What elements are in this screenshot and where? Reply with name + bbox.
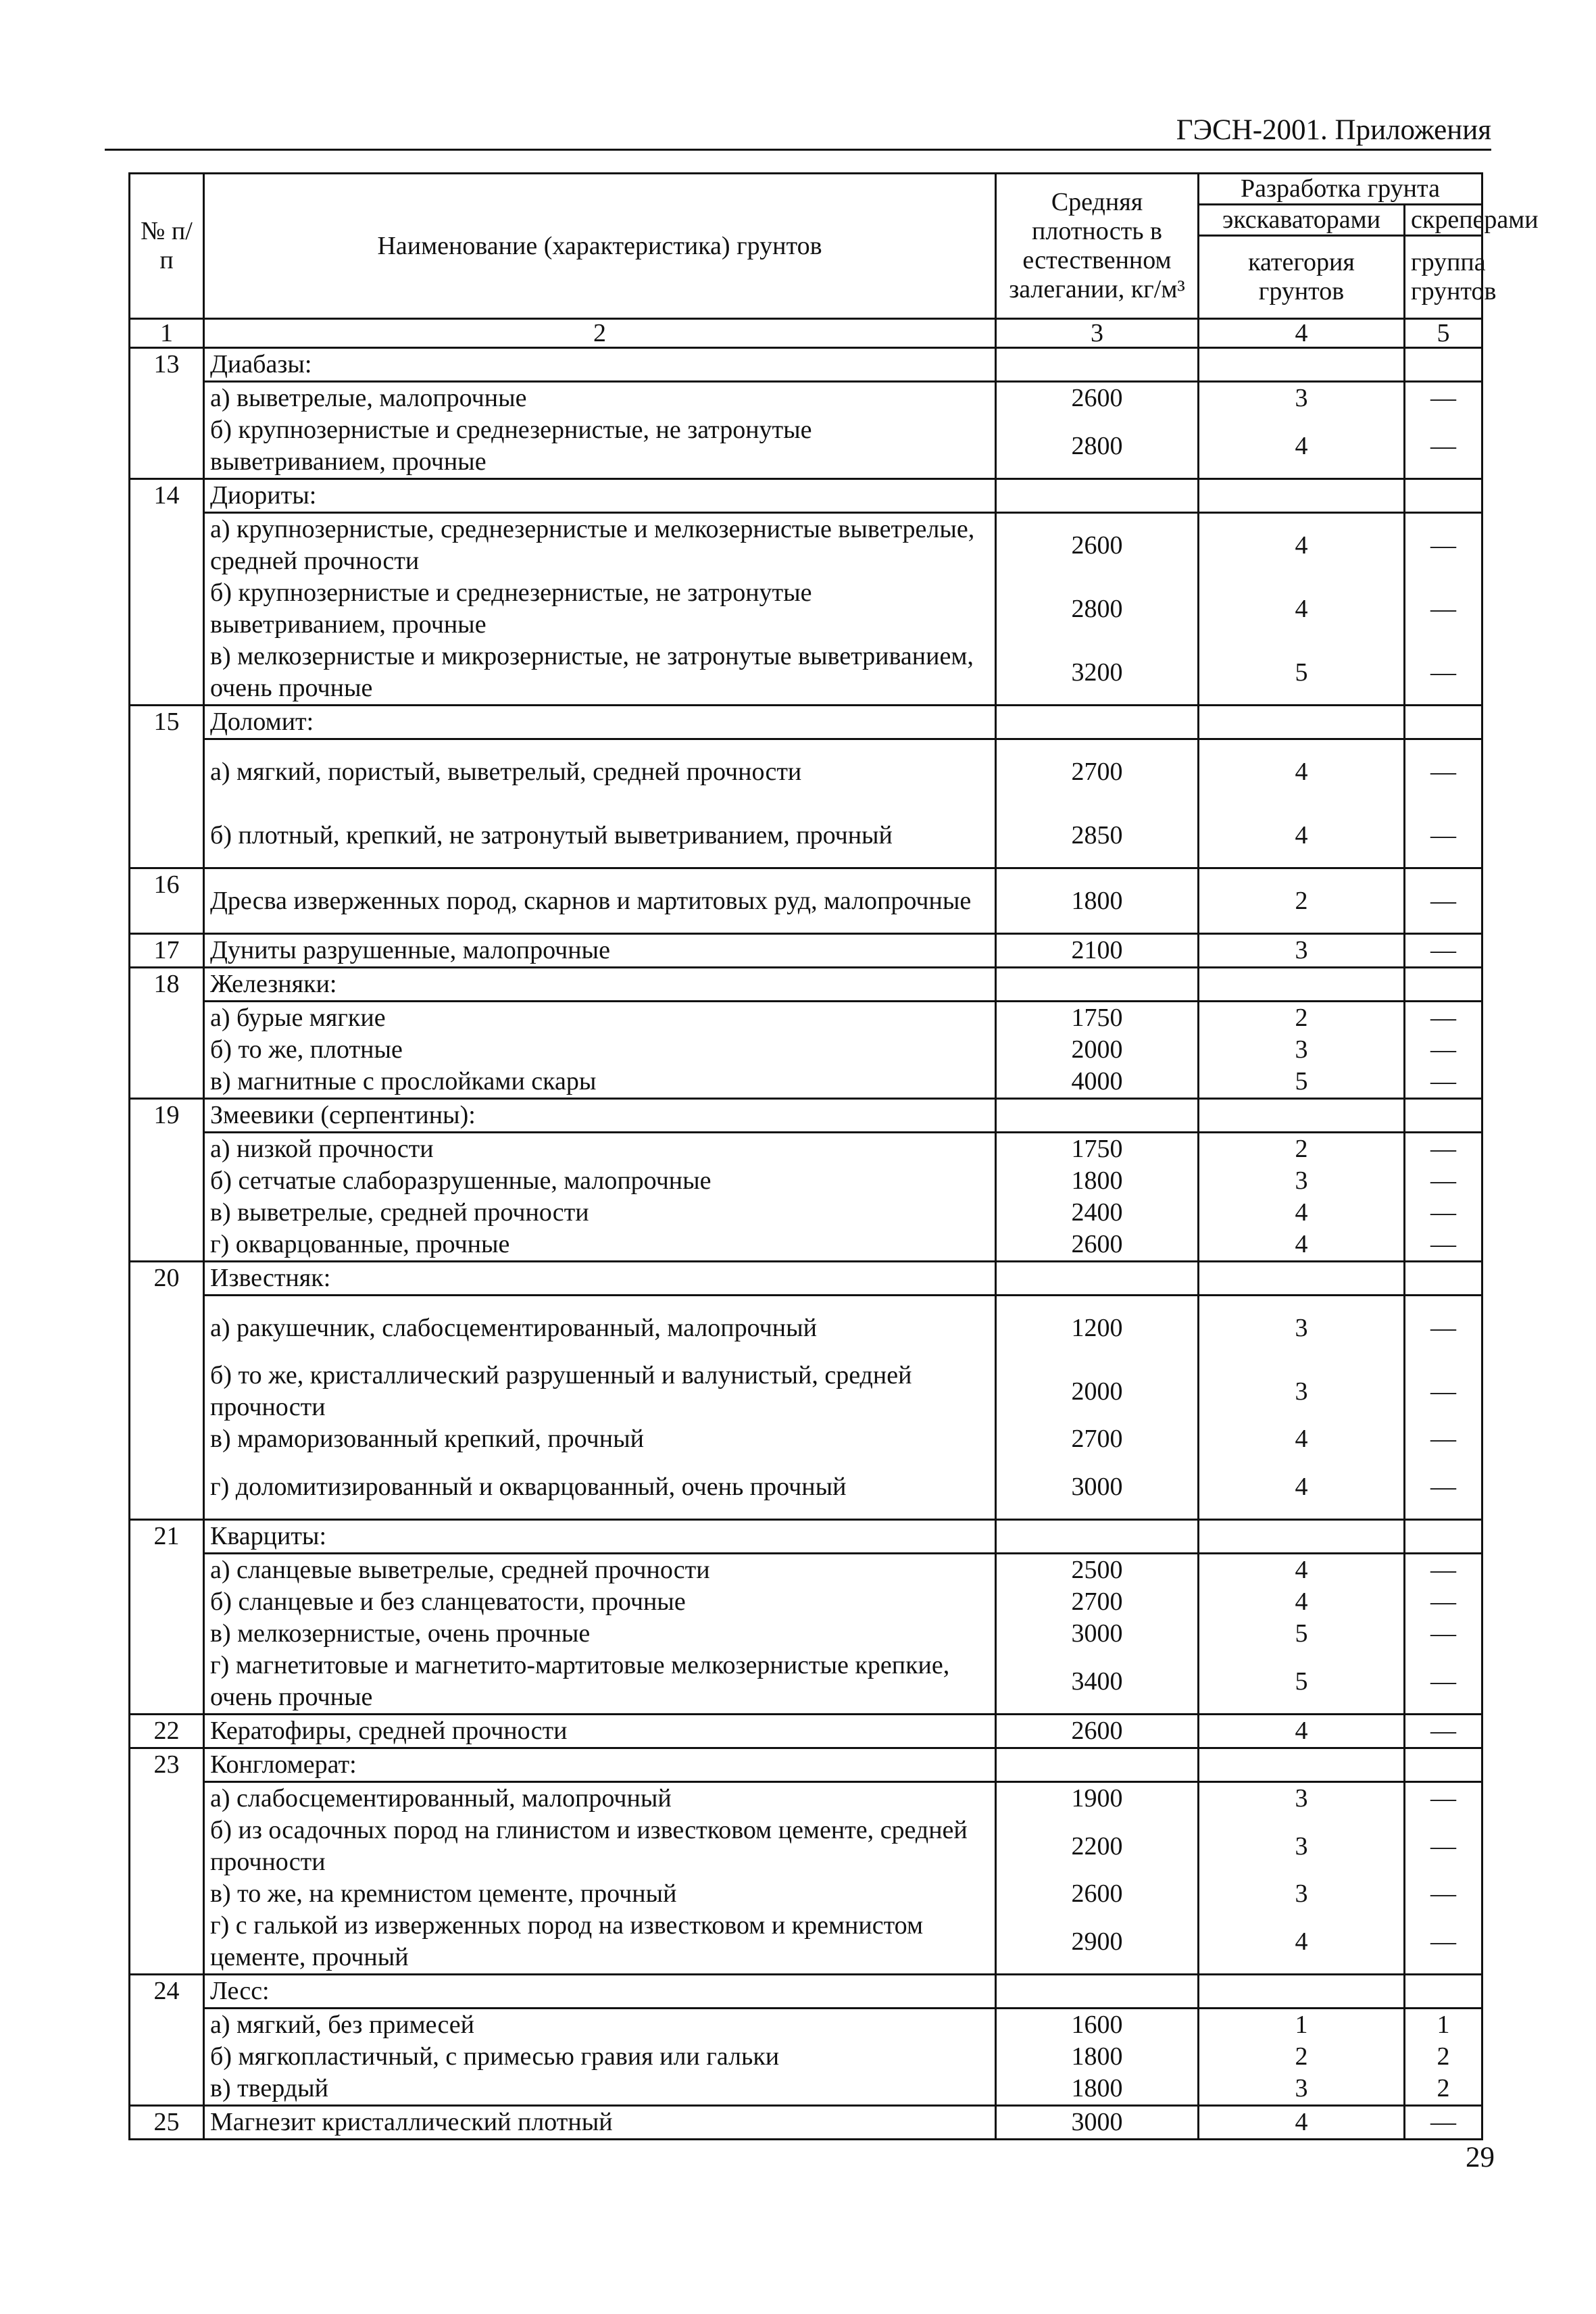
soil-name: г) магнетитовые и магнетито-мартитовые мелкозернистые крепкие, очень прочные: [204, 1650, 996, 1715]
table-row: [130, 641, 1482, 706]
density-value: 2700: [996, 739, 1199, 804]
category-value: 4: [1199, 414, 1405, 479]
density-value: 2600: [996, 513, 1199, 578]
soil-name: Змеевики (серпентины):: [204, 1099, 996, 1133]
soil-name: Магнезит кристаллический плотный: [204, 2106, 996, 2140]
table-row: [130, 1296, 1482, 1360]
category-value: [1199, 1748, 1405, 1782]
soil-name: г) доломитизированный и окварцованный, очень прочный: [204, 1455, 996, 1520]
group-value: —: [1405, 1360, 1482, 1423]
soil-name: Диориты:: [204, 479, 996, 513]
soil-name: а) выветрелые, малопрочные: [204, 382, 996, 415]
soil-name: а) крупнозернистые, среднезернистые и мелкозернистые выветрелые, средней прочности: [204, 513, 996, 578]
soil-name: б) то же, плотные: [204, 1034, 996, 1066]
group-value: —: [1405, 868, 1482, 934]
table-row: [130, 1423, 1482, 1455]
density-value: 2800: [996, 577, 1199, 641]
group-value: —: [1405, 1423, 1482, 1455]
density-value: 2600: [996, 1229, 1199, 1262]
density-value: [996, 968, 1199, 1002]
group-value: —: [1405, 1197, 1482, 1229]
category-value: [1199, 348, 1405, 382]
density-value: 4000: [996, 1066, 1199, 1099]
soil-name: б) сланцевые и без сланцеватости, прочные: [204, 1586, 996, 1618]
table-row: [130, 739, 1482, 804]
group-value: —: [1405, 1455, 1482, 1520]
density-value: [996, 1099, 1199, 1133]
header-excavators: экскаваторами: [1199, 205, 1405, 236]
density-value: 2700: [996, 1586, 1199, 1618]
density-value: [996, 1262, 1199, 1296]
group-value: [1405, 1975, 1482, 2009]
table-row: [130, 1815, 1482, 1878]
soil-name: Дресва изверженных пород, скарнов и мартитовых руд, малопрочные: [204, 868, 996, 934]
category-value: 4: [1199, 1910, 1405, 1975]
density-value: 2800: [996, 414, 1199, 479]
density-value: [996, 1748, 1199, 1782]
table-row: [130, 1650, 1482, 1715]
category-value: 3: [1199, 1360, 1405, 1423]
soil-name: Доломит:: [204, 706, 996, 739]
soil-table: [128, 172, 1539, 2140]
density-value: 1800: [996, 868, 1199, 934]
density-value: 2400: [996, 1197, 1199, 1229]
category-value: 3: [1199, 382, 1405, 415]
row-number: 17: [130, 934, 204, 968]
category-value: 4: [1199, 1455, 1405, 1520]
soil-name: в) то же, на кремнистом цементе, прочный: [204, 1878, 996, 1910]
category-value: 1: [1199, 2009, 1405, 2042]
density-value: 1600: [996, 2009, 1199, 2042]
category-value: 5: [1199, 641, 1405, 706]
table-row: [130, 414, 1482, 479]
header-category: категория грунтов: [1199, 236, 1405, 319]
category-value: 3: [1199, 1782, 1405, 1815]
density-value: [996, 479, 1199, 513]
group-value: [1405, 1520, 1482, 1554]
density-value: [996, 1975, 1199, 2009]
group-value: —: [1405, 1878, 1482, 1910]
group-value: —: [1405, 641, 1482, 706]
soil-name: г) с галькой из изверженных пород на известковом и кремнистом цементе, прочный: [204, 1910, 996, 1975]
density-value: 1900: [996, 1782, 1199, 1815]
category-value: 3: [1199, 1296, 1405, 1360]
table-row: [130, 1197, 1482, 1229]
soil-name: а) мягкий, без примесей: [204, 2009, 996, 2042]
density-value: [996, 706, 1199, 739]
table-row: [130, 1229, 1482, 1262]
soil-name: Известняк:: [204, 1262, 996, 1296]
table-row: [130, 1975, 1482, 2009]
group-value: —: [1405, 1229, 1482, 1262]
table-row: [130, 706, 1482, 739]
group-value: —: [1405, 414, 1482, 479]
group-value: —: [1405, 1715, 1482, 1748]
group-value: —: [1405, 934, 1482, 968]
table-row: [130, 1748, 1482, 1782]
group-value: [1405, 1262, 1482, 1296]
table-header: [130, 174, 1539, 348]
table-row: [130, 1099, 1482, 1133]
category-value: [1199, 706, 1405, 739]
density-value: 2100: [996, 934, 1199, 968]
soil-name: г) окварцованные, прочные: [204, 1229, 996, 1262]
table-row: [130, 1910, 1482, 1975]
table-row: [130, 577, 1482, 641]
group-value: [1405, 1748, 1482, 1782]
category-value: 3: [1199, 934, 1405, 968]
table-row: [130, 1554, 1482, 1587]
group-value: [1405, 479, 1482, 513]
column-number: 5: [1405, 319, 1482, 348]
category-value: 4: [1199, 2106, 1405, 2140]
density-value: 2500: [996, 1554, 1199, 1587]
soil-name: б) из осадочных пород на глинистом и известковом цементе, средней прочности: [204, 1815, 996, 1878]
soil-name: Лесс:: [204, 1975, 996, 2009]
page-number: 29: [1466, 2142, 1495, 2173]
density-value: 2850: [996, 804, 1199, 868]
table-row: [130, 1133, 1482, 1166]
table-row: [130, 1360, 1482, 1423]
table-row: [130, 479, 1482, 513]
header-scrapers: скреперами: [1405, 205, 1482, 236]
document-header-title: ГЭСН-2001. Приложения: [1176, 114, 1491, 146]
category-value: 5: [1199, 1066, 1405, 1099]
table-row: [130, 1262, 1482, 1296]
group-value: —: [1405, 577, 1482, 641]
header-density: Средняя плотность в естественном залегании, кг/м³: [996, 174, 1199, 319]
category-value: [1199, 1099, 1405, 1133]
category-value: 3: [1199, 1878, 1405, 1910]
density-value: 2700: [996, 1423, 1199, 1455]
column-number: 3: [996, 319, 1199, 348]
density-value: 1800: [996, 2073, 1199, 2106]
table-row: [130, 2041, 1482, 2073]
density-value: 2000: [996, 1034, 1199, 1066]
group-value: —: [1405, 804, 1482, 868]
group-value: —: [1405, 1650, 1482, 1715]
category-value: 2: [1199, 868, 1405, 934]
soil-name: в) твердый: [204, 2073, 996, 2106]
category-value: 4: [1199, 1229, 1405, 1262]
group-value: —: [1405, 1554, 1482, 1587]
soil-name: б) мягкопластичный, с примесью гравия или гальки: [204, 2041, 996, 2073]
row-number: 20: [130, 1262, 204, 1520]
table-row: [130, 1034, 1482, 1066]
category-value: 3: [1199, 1034, 1405, 1066]
soil-name: в) магнитные с прослойками скары: [204, 1066, 996, 1099]
table-row: [130, 1782, 1482, 1815]
table-row: [130, 804, 1482, 868]
category-value: 4: [1199, 1197, 1405, 1229]
category-value: [1199, 479, 1405, 513]
group-value: —: [1405, 1066, 1482, 1099]
row-number: 13: [130, 348, 204, 479]
table-row: [130, 1715, 1482, 1748]
group-value: 2: [1405, 2073, 1482, 2106]
row-number: 14: [130, 479, 204, 706]
category-value: 4: [1199, 1423, 1405, 1455]
soil-name: а) низкой прочности: [204, 1133, 996, 1166]
category-value: [1199, 1520, 1405, 1554]
density-value: 2600: [996, 1715, 1199, 1748]
soil-name: Дуниты разрушенные, малопрочные: [204, 934, 996, 968]
soil-name: б) плотный, крепкий, не затронутый выветриванием, прочный: [204, 804, 996, 868]
group-value: —: [1405, 1034, 1482, 1066]
soil-name: Железняки:: [204, 968, 996, 1002]
soil-name: Кератофиры, средней прочности: [204, 1715, 996, 1748]
soil-name: в) выветрелые, средней прочности: [204, 1197, 996, 1229]
group-value: —: [1405, 1002, 1482, 1035]
table-row: [130, 1002, 1482, 1035]
density-value: [996, 1520, 1199, 1554]
column-number-row: [130, 319, 1482, 348]
category-value: 4: [1199, 577, 1405, 641]
density-value: 1800: [996, 1165, 1199, 1197]
soil-name: а) мягкий, пористый, выветрелый, средней прочности: [204, 739, 996, 804]
group-value: —: [1405, 1296, 1482, 1360]
group-value: —: [1405, 382, 1482, 415]
soil-name: Диабазы:: [204, 348, 996, 382]
soil-name: в) мелкозернистые и микрозернистые, не затронутые выветриванием, очень прочные: [204, 641, 996, 706]
header-development: Разработка грунта: [1199, 174, 1482, 205]
category-value: 4: [1199, 804, 1405, 868]
group-value: —: [1405, 739, 1482, 804]
category-value: [1199, 1975, 1405, 2009]
soil-name: а) бурые мягкие: [204, 1002, 996, 1035]
soil-name: а) ракушечник, слабосцементированный, малопрочный: [204, 1296, 996, 1360]
density-value: 2600: [996, 1878, 1199, 1910]
header-name: Наименование (характеристика) грунтов: [204, 174, 996, 319]
density-value: 3000: [996, 1455, 1199, 1520]
category-value: 4: [1199, 1554, 1405, 1587]
soil-name: Кварциты:: [204, 1520, 996, 1554]
group-value: 2: [1405, 2041, 1482, 2073]
header-rule: [105, 149, 1491, 151]
group-value: —: [1405, 1586, 1482, 1618]
column-number: 1: [130, 319, 204, 348]
table-row: [130, 868, 1482, 934]
category-value: 3: [1199, 1815, 1405, 1878]
category-value: 4: [1199, 513, 1405, 578]
table-row: [130, 1878, 1482, 1910]
category-value: 5: [1199, 1618, 1405, 1650]
density-value: 3200: [996, 641, 1199, 706]
table-row: [130, 2073, 1482, 2106]
density-value: 3000: [996, 2106, 1199, 2140]
group-value: [1405, 968, 1482, 1002]
table-row: [130, 2106, 1482, 2140]
soil-name: б) то же, кристаллический разрушенный и валунистый, средней прочности: [204, 1360, 996, 1423]
row-number: 18: [130, 968, 204, 1099]
table-row: [130, 1455, 1482, 1520]
table-row: [130, 1618, 1482, 1650]
table-row: [130, 348, 1482, 382]
category-value: [1199, 968, 1405, 1002]
group-value: —: [1405, 2106, 1482, 2140]
column-number: 4: [1199, 319, 1405, 348]
table-row: [130, 513, 1482, 578]
row-number: 24: [130, 1975, 204, 2106]
group-value: [1405, 348, 1482, 382]
soil-name: а) слабосцементированный, малопрочный: [204, 1782, 996, 1815]
density-value: 1200: [996, 1296, 1199, 1360]
table-row: [130, 382, 1482, 415]
density-value: 1750: [996, 1002, 1199, 1035]
row-number: 25: [130, 2106, 204, 2140]
row-number: 16: [130, 868, 204, 934]
density-value: 2200: [996, 1815, 1199, 1878]
density-value: 3400: [996, 1650, 1199, 1715]
table-row: [130, 934, 1482, 968]
category-value: 2: [1199, 1002, 1405, 1035]
category-value: 2: [1199, 1133, 1405, 1166]
category-value: 5: [1199, 1650, 1405, 1715]
category-value: [1199, 1262, 1405, 1296]
group-value: —: [1405, 1815, 1482, 1878]
header-num: № п/п: [130, 174, 204, 319]
group-value: [1405, 706, 1482, 739]
column-number: 2: [204, 319, 996, 348]
row-number: 23: [130, 1748, 204, 1975]
density-value: [996, 348, 1199, 382]
group-value: [1405, 1099, 1482, 1133]
row-number: 15: [130, 706, 204, 868]
row-number: 22: [130, 1715, 204, 1748]
group-value: —: [1405, 1618, 1482, 1650]
soil-name: а) сланцевые выветрелые, средней прочности: [204, 1554, 996, 1587]
category-value: 4: [1199, 1586, 1405, 1618]
table-row: [130, 1165, 1482, 1197]
soil-name: Конгломерат:: [204, 1748, 996, 1782]
soil-name: б) крупнозернистые и среднезернистые, не затронутые выветриванием, прочные: [204, 414, 996, 479]
table-row: [130, 1586, 1482, 1618]
table-row: [130, 1066, 1482, 1099]
category-value: 3: [1199, 2073, 1405, 2106]
soil-name: в) мраморизованный крепкий, прочный: [204, 1423, 996, 1455]
table-row: [130, 2009, 1482, 2042]
group-value: 1: [1405, 2009, 1482, 2042]
table-row: [130, 1520, 1482, 1554]
group-value: —: [1405, 1910, 1482, 1975]
soil-name: б) крупнозернистые и среднезернистые, не затронутые выветриванием, прочные: [204, 577, 996, 641]
category-value: 2: [1199, 2041, 1405, 2073]
density-value: 3000: [996, 1618, 1199, 1650]
category-value: 4: [1199, 1715, 1405, 1748]
category-value: 3: [1199, 1165, 1405, 1197]
group-value: —: [1405, 1165, 1482, 1197]
group-value: —: [1405, 1782, 1482, 1815]
density-value: 2900: [996, 1910, 1199, 1975]
density-value: 1750: [996, 1133, 1199, 1166]
soil-name: в) мелкозернистые, очень прочные: [204, 1618, 996, 1650]
density-value: 2600: [996, 382, 1199, 415]
row-number: 19: [130, 1099, 204, 1262]
header-group: группа грунтов: [1405, 236, 1482, 319]
density-value: 1800: [996, 2041, 1199, 2073]
table-row: [130, 968, 1482, 1002]
table-body: [130, 348, 1482, 2140]
group-value: —: [1405, 1133, 1482, 1166]
category-value: 4: [1199, 739, 1405, 804]
density-value: 2000: [996, 1360, 1199, 1423]
soil-name: б) сетчатые слаборазрушенные, малопрочные: [204, 1165, 996, 1197]
group-value: —: [1405, 513, 1482, 578]
row-number: 21: [130, 1520, 204, 1715]
